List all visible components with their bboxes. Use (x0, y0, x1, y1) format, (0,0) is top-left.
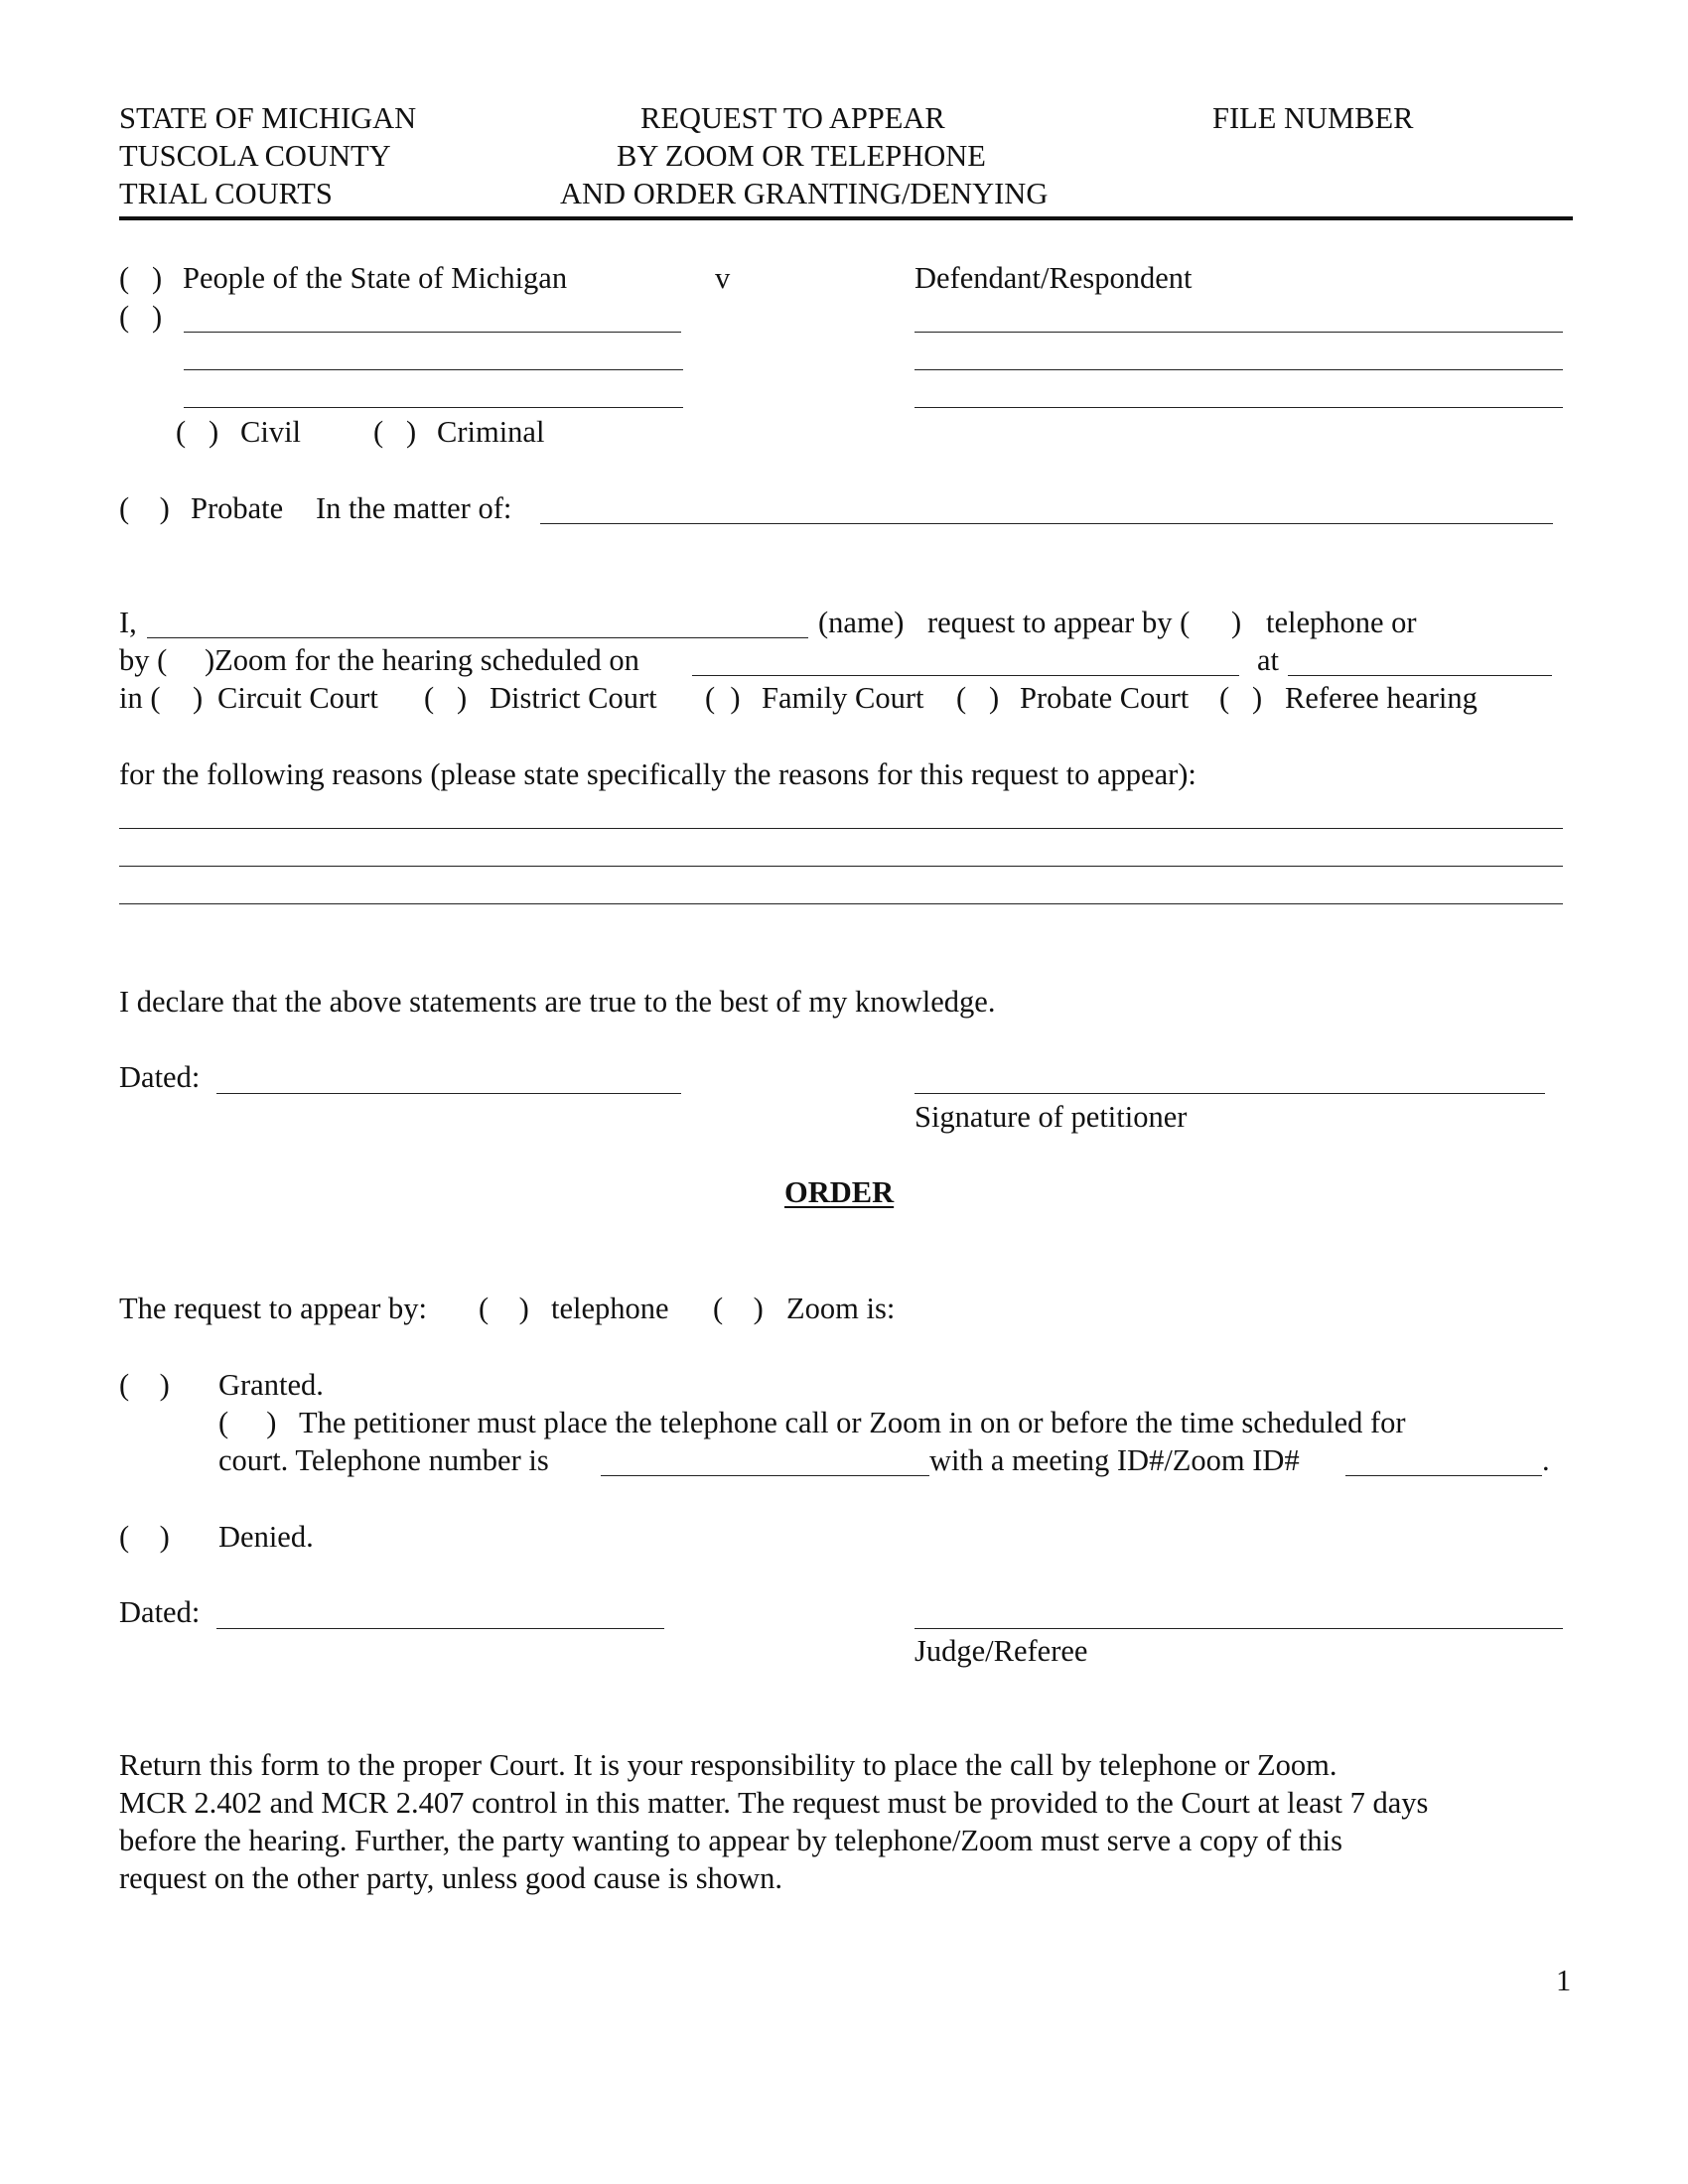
trial-courts-label: TRIAL COURTS (119, 177, 333, 210)
petitioner-must-text: The petitioner must place the telephone call or Zoom in on or before the time scheduled for (299, 1406, 1406, 1439)
order-telephone-label: telephone (551, 1292, 669, 1325)
hearing-time-line[interactable] (1288, 675, 1552, 676)
footer-line-2: MCR 2.402 and MCR 2.407 control in this matter. The request must be provided to the Court at least 7 days (119, 1786, 1429, 1820)
court-phone-label: court. Telephone number is (218, 1443, 549, 1477)
order-dated-label: Dated: (119, 1595, 201, 1629)
order-title: ORDER (784, 1175, 895, 1209)
meeting-id-line[interactable] (1345, 1475, 1542, 1476)
plaintiff-name-line-2[interactable] (184, 369, 683, 370)
i-label: I, (119, 606, 137, 639)
page-number: 1 (1556, 1964, 1572, 1997)
state-label: STATE OF MICHIGAN (119, 101, 417, 135)
district-checkbox[interactable]: ( ) (424, 681, 468, 715)
people-checkbox[interactable]: ( ) (119, 261, 163, 295)
people-label: People of the State of Michigan (183, 261, 568, 295)
criminal-label: Criminal (437, 415, 545, 449)
defendant-label: Defendant/Respondent (914, 261, 1193, 295)
referee-hearing-label: Referee hearing (1285, 681, 1477, 715)
family-court-label: Family Court (762, 681, 924, 715)
county-label: TUSCOLA COUNTY (119, 139, 391, 173)
versus-label: v (715, 261, 731, 295)
order-date-line[interactable] (216, 1628, 664, 1629)
reasons-label: for the following reasons (please state specifically the reasons for this request to appear): (119, 757, 1196, 791)
form-title-line-1: REQUEST TO APPEAR (640, 101, 945, 135)
at-label: at (1257, 643, 1280, 677)
telephone-number-line[interactable] (601, 1475, 929, 1476)
civil-checkbox[interactable]: ( ) (176, 415, 219, 449)
civil-label: Civil (240, 415, 302, 449)
reasons-line-1[interactable] (119, 828, 1563, 829)
declaration-date-line[interactable] (216, 1093, 681, 1094)
reasons-line-2[interactable] (119, 866, 1563, 867)
footer-line-4: request on the other party, unless good cause is shown. (119, 1861, 783, 1895)
petitioner-signature-line[interactable] (914, 1093, 1545, 1094)
judge-signature-line[interactable] (914, 1628, 1563, 1629)
plaintiff-name-line-3[interactable] (184, 407, 683, 408)
petitioner-name-line[interactable] (147, 637, 808, 638)
petitioner-must-checkbox[interactable]: ( ) (218, 1406, 277, 1439)
other-party-checkbox[interactable]: ( ) (119, 300, 163, 334)
declaration-text: I declare that the above statements are true to the best of my knowledge. (119, 985, 996, 1019)
probate-checkbox[interactable]: ( ) (119, 491, 170, 525)
circuit-checkbox-close[interactable]: ) (193, 681, 204, 715)
plaintiff-name-line-1[interactable] (184, 332, 681, 333)
probate-court-checkbox[interactable]: ( ) (956, 681, 1000, 715)
denied-label: Denied. (218, 1520, 314, 1554)
dated-label: Dated: (119, 1060, 201, 1094)
judge-label: Judge/Referee (914, 1634, 1088, 1668)
signature-label: Signature of petitioner (914, 1100, 1188, 1134)
family-checkbox[interactable]: ( ) (705, 681, 741, 715)
order-request-label: The request to appear by: (119, 1292, 427, 1325)
zoom-hearing-label: )Zoom for the hearing scheduled on (205, 643, 639, 677)
header-rule (119, 216, 1573, 220)
meeting-id-label: with a meeting ID#/Zoom ID# (929, 1443, 1300, 1477)
denied-checkbox[interactable]: ( ) (119, 1520, 170, 1554)
defendant-name-line-1[interactable] (914, 332, 1563, 333)
name-label: (name) (818, 606, 905, 639)
meeting-id-period: . (1542, 1443, 1550, 1477)
footer-line-3: before the hearing. Further, the party wanting to appear by telephone/Zoom must serve a copy of this (119, 1824, 1342, 1857)
request-by-label: request to appear by ( (927, 606, 1191, 639)
telephone-or-label: telephone or (1266, 606, 1417, 639)
order-zoom-checkbox[interactable]: ( ) (713, 1292, 764, 1325)
footer-line-1: Return this form to the proper Court. It is your responsibility to place the call by telephone or Zoom. (119, 1748, 1337, 1782)
hearing-date-line[interactable] (692, 675, 1239, 676)
order-telephone-checkbox[interactable]: ( ) (479, 1292, 529, 1325)
granted-checkbox[interactable]: ( ) (119, 1368, 170, 1402)
circuit-court-label: Circuit Court (217, 681, 378, 715)
form-title-line-3: AND ORDER GRANTING/DENYING (560, 177, 1049, 210)
matter-of-line[interactable] (540, 523, 1553, 524)
defendant-name-line-3[interactable] (914, 407, 1563, 408)
file-number-label: FILE NUMBER (1212, 101, 1414, 135)
order-zoom-label: Zoom is: (786, 1292, 896, 1325)
probate-label: Probate (191, 491, 284, 525)
granted-label: Granted. (218, 1368, 324, 1402)
by-zoom-label: by ( (119, 643, 168, 677)
form-title-line-2: BY ZOOM OR TELEPHONE (617, 139, 986, 173)
reasons-line-3[interactable] (119, 903, 1563, 904)
defendant-name-line-2[interactable] (914, 369, 1563, 370)
criminal-checkbox[interactable]: ( ) (373, 415, 417, 449)
in-label: in ( (119, 681, 161, 715)
probate-court-label: Probate Court (1020, 681, 1190, 715)
district-court-label: District Court (490, 681, 657, 715)
referee-checkbox[interactable]: ( ) (1219, 681, 1263, 715)
telephone-checkbox-close[interactable]: ) (1231, 606, 1242, 639)
in-matter-of-label: In the matter of: (316, 491, 512, 525)
